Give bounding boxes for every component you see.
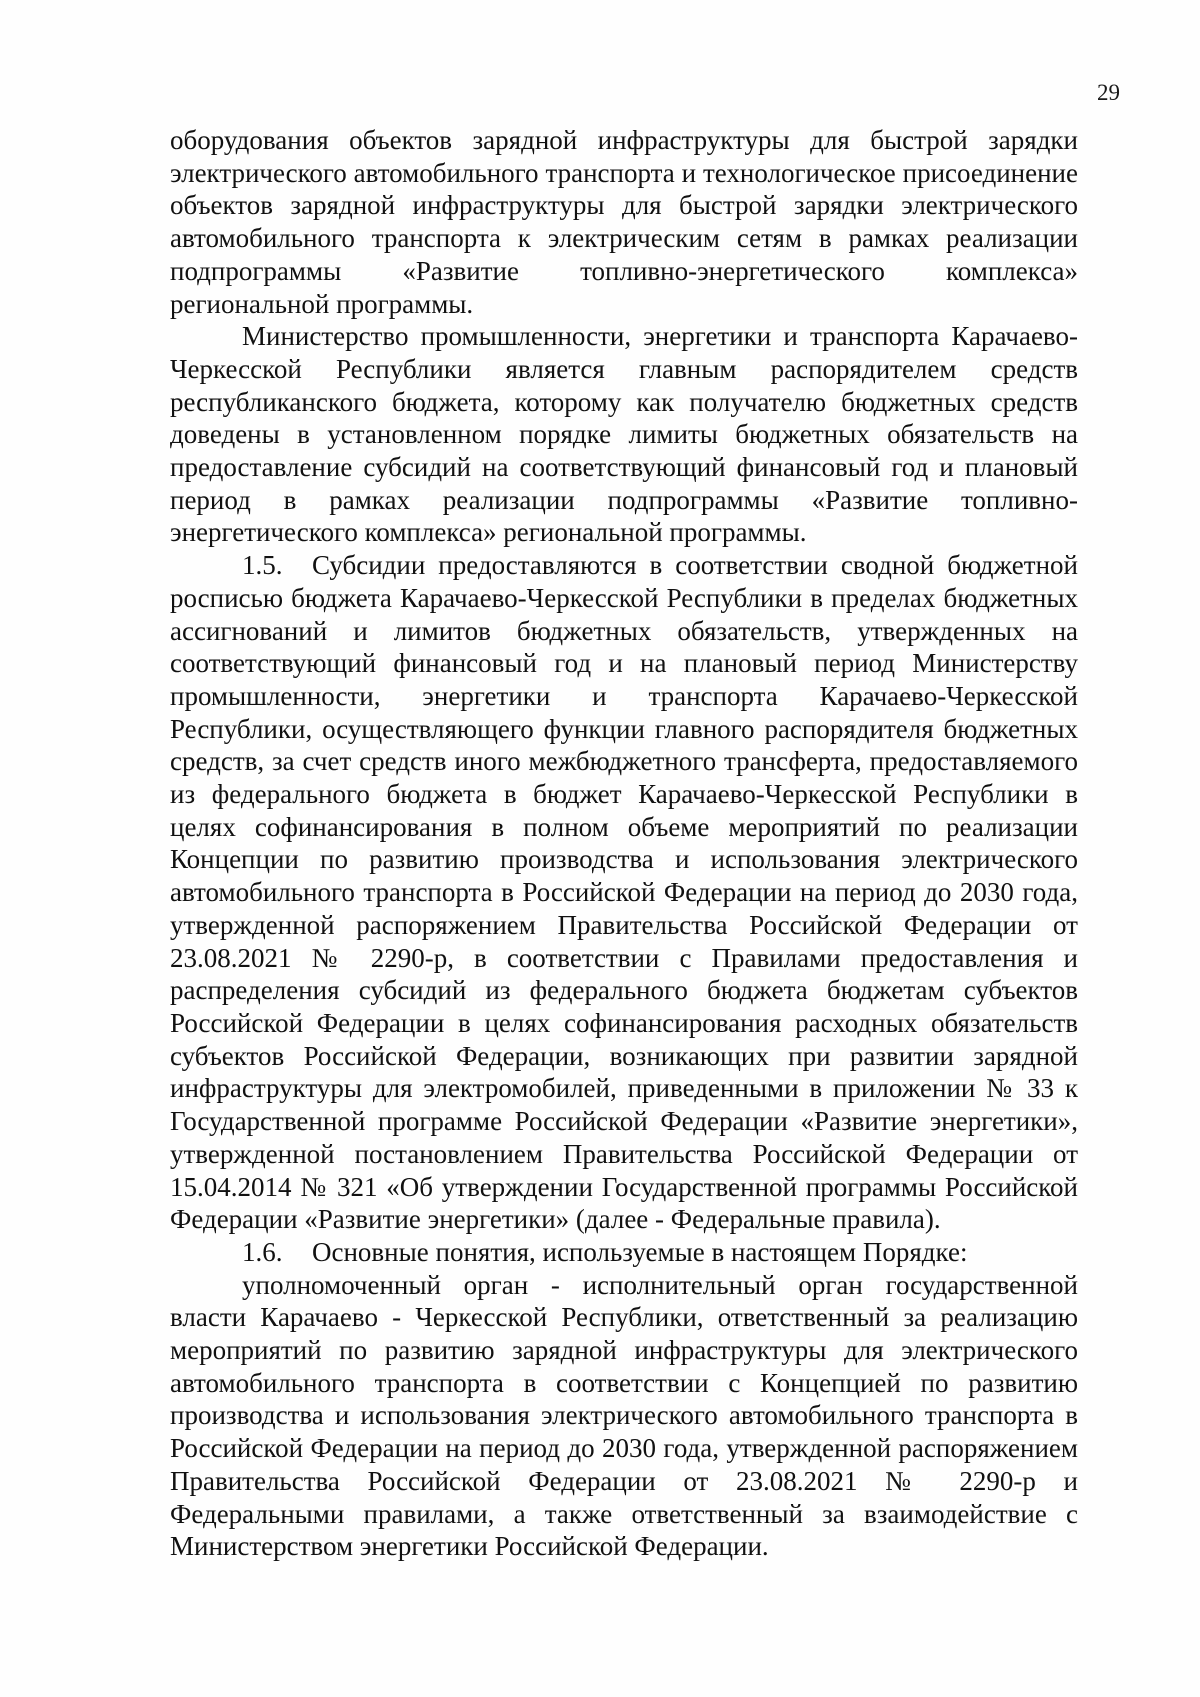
clause-number: 1.6. [242, 1236, 283, 1267]
paragraph-1-6 [170, 1236, 1078, 1269]
paragraph-continuation [170, 124, 1078, 320]
paragraph-text: Субсидии предоставляются в соответствии сводной бюджетной росписью бюджета Карачаево-Черкесской Республики в пределах бюджетных ассигнований и лимитов бюджетных обязательств, утвержденных на соответствующий финансовый год и на плановый период Министерству промышленности, энергетики и транспорта Карачаево-Черкесской Республики, осуществляющего функции главного распорядителя бюджетных средств, за счет средств иного межбюджетного трансферта, предоставляемого из федерального бюджета в бюджет Карачаево-Черкесской Республики в целях софинансирования в полном объеме мероприятий по реализации Концепции по развитию производства и использования электрического автомобильного транспорта в Российской Федерации на период до 2030 года, утвержденной распоряжением Правительства Российской Федерации от 23.08.2021 № 2290-р, в соответствии с Правилами предоставления и распределения субсидий из федерального бюджета бюджетам субъектов Российской Федерации в целях софинансирования расходных обязательств субъектов Российской Федерации, возникающих при развитии зарядной инфраструктуры для электромобилей, приведенными в приложении № 33 к Государственной программе Российской Федерации «Развитие энергетики», утвержденной постановлением Правительства Российской Федерации от 15.04.2014 № 321 «Об утверждении Государственной программы Российской Федерации «Развитие энергетики» (далее - Федеральные правила). [170, 550, 1078, 1235]
paragraph-1-5 [170, 549, 1078, 1236]
paragraph-definition [170, 1269, 1078, 1563]
clause-number: 1.5. [242, 550, 283, 581]
paragraph-ministry [170, 320, 1078, 549]
document-body [170, 124, 1078, 1563]
paragraph-text: уполномоченный орган - исполнительный орган государственной власти Карачаево - Черкесской Республики, ответственный за реализацию мероприятий по развитию зарядной инфраструктуры для электрического автомобильного транспорта в соответствии с Концепцией по развитию производства и использования электрического автомобильного транспорта в Российской Федерации на период до 2030 года, утвержденной распоряжением Правительства Российской Федерации от 23.08.2021 № 2290-р и Федеральными правилами, а также ответственный за взаимодействие с Министерством энергетики Российской Федерации. [170, 1269, 1078, 1562]
paragraph-text: Министерство промышленности, энергетики и транспорта Карачаево-Черкесской Республики является главным распорядителем средств республиканского бюджета, которому как получателю бюджетных средств доведены в установленном порядке лимиты бюджетных обязательств на предоставление субсидий на соответствующий финансовый год и плановый период в рамках реализации подпрограммы «Развитие топливно-энергетического комплекса» региональной программы. [170, 321, 1078, 548]
paragraph-text: оборудования объектов зарядной инфраструктуры для быстрой зарядки электрического автомобильного транспорта и технологическое присоединение объектов зарядной инфраструктуры для быстрой зарядки электрического автомобильного транспорта к электрическим сетям в рамках реализации подпрограммы «Развитие топливно-энергетического комплекса» региональной программы. [170, 125, 1078, 319]
paragraph-text: Основные понятия, используемые в настоящем Порядке: [312, 1236, 968, 1267]
page-number: 29 [1097, 80, 1120, 105]
